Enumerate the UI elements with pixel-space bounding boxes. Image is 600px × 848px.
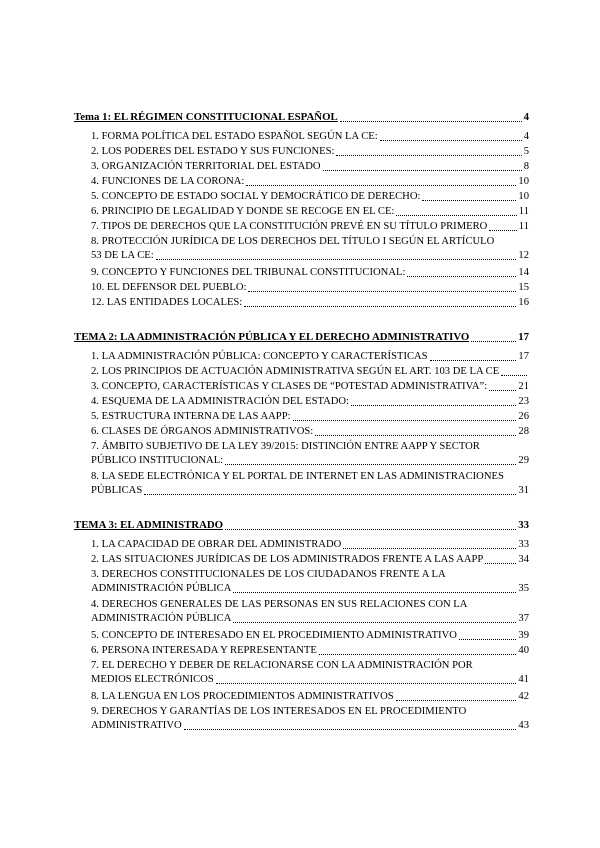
toc-entry[interactable] <box>74 129 529 144</box>
toc-entry[interactable] <box>74 598 529 626</box>
entry-title: PÚBLICO INSTITUCIONAL: <box>91 455 224 466</box>
entry-title: TEMA 2: LA ADMINISTRACIÓN PÚBLICA Y EL DERECHO ADMINISTRATIVO <box>74 331 470 343</box>
page-number: 17 <box>518 351 529 362</box>
page-number: 10 <box>518 176 529 187</box>
toc-entry-continuation[interactable] <box>91 611 529 626</box>
table-of-contents <box>74 110 529 753</box>
toc-entry[interactable] <box>74 394 529 409</box>
section-heading[interactable] <box>74 518 529 533</box>
toc-entry[interactable] <box>74 424 529 439</box>
entry-title: 1. LA CAPACIDAD DE OBRAR DEL ADMINISTRADO <box>91 539 342 550</box>
entry-title: 5. ESTRUCTURA INTERNA DE LAS AAPP: <box>91 411 291 422</box>
toc-entry[interactable] <box>74 364 529 379</box>
toc-entry[interactable] <box>74 705 529 733</box>
page-number: 28 <box>518 426 529 437</box>
entry-title: ADMINISTRACIÓN PÚBLICA <box>91 613 232 624</box>
dot-leader <box>248 290 516 292</box>
page-number: 41 <box>518 674 529 685</box>
toc-entry-continuation[interactable] <box>91 581 529 596</box>
entry-title: 6. PERSONA INTERESADA Y REPRESENTANTE <box>91 645 317 656</box>
entry-title: 9. CONCEPTO Y FUNCIONES DEL TRIBUNAL CONSTITUCIONAL: <box>91 267 406 278</box>
toc-entry[interactable] <box>74 219 529 234</box>
page-number: 35 <box>518 583 529 594</box>
entry-title: 4. ESQUEMA DE LA ADMINISTRACIÓN DEL ESTADO: <box>91 396 350 407</box>
page-number: 10 <box>518 191 529 202</box>
dot-leader <box>323 169 522 171</box>
dot-leader <box>315 434 516 436</box>
page-number: 14 <box>518 267 529 278</box>
page-number: 11 <box>518 221 529 232</box>
toc-entry-continuation[interactable] <box>91 718 529 733</box>
toc-entry[interactable] <box>74 265 529 280</box>
dot-leader <box>225 463 516 465</box>
dot-leader <box>233 621 516 623</box>
entry-title: 1. LA ADMINISTRACIÓN PÚBLICA: CONCEPTO Y CARACTERÍSTICAS <box>91 351 428 362</box>
page-number: 33 <box>518 519 529 531</box>
toc-entry-continuation[interactable] <box>91 483 529 498</box>
entry-title-line: 8. PROTECCIÓN JURÍDICA DE LOS DERECHOS DEL TÍTULO I SEGÚN EL ARTÍCULO <box>91 236 495 247</box>
entry-title: 6. CLASES DE ÓRGANOS ADMINISTRATIVOS: <box>91 426 314 437</box>
page-number: 15 <box>518 282 529 293</box>
toc-entry[interactable] <box>74 295 529 310</box>
dot-leader <box>156 258 517 260</box>
page-number: 4 <box>523 131 529 142</box>
entry-title-line: 3. DERECHOS CONSTITUCIONALES DE LOS CIUDADANOS FRENTE A LA <box>91 569 446 580</box>
toc-entry[interactable] <box>74 189 529 204</box>
toc-entry[interactable] <box>74 144 529 159</box>
dot-leader <box>459 638 517 640</box>
page-number: 40 <box>518 645 529 656</box>
entry-title: 2. LOS PRINCIPIOS DE ACTUACIÓN ADMINISTRATIVA SEGÚN EL ART. 103 DE LA CE <box>91 366 500 377</box>
toc-entry[interactable] <box>74 235 529 263</box>
entry-title: ADMINISTRATIVO <box>91 720 182 731</box>
toc-section-1 <box>74 110 529 310</box>
entry-title: 2. LAS SITUACIONES JURÍDICAS DE LOS ADMINISTRADOS FRENTE A LAS AAPP <box>91 554 484 565</box>
toc-entry[interactable] <box>74 204 529 219</box>
toc-entry-continuation[interactable] <box>91 453 529 468</box>
toc-entry[interactable] <box>74 174 529 189</box>
entry-title-line: 9. DERECHOS Y GARANTÍAS DE LOS INTERESADOS EN EL PROCEDIMIENTO <box>91 706 467 717</box>
toc-entry[interactable] <box>74 280 529 295</box>
toc-section-3 <box>74 518 529 733</box>
page-number: 5 <box>523 146 529 157</box>
dot-leader <box>407 275 516 277</box>
entry-title-line: 8. LA SEDE ELECTRÓNICA Y EL PORTAL DE INTERNET EN LAS ADMINISTRACIONES <box>91 471 504 482</box>
entry-title: 2. LOS PODERES DEL ESTADO Y SUS FUNCIONES: <box>91 146 335 157</box>
dot-leader <box>430 359 517 361</box>
toc-entry-continuation[interactable] <box>91 248 529 263</box>
toc-entry[interactable] <box>74 440 529 468</box>
toc-entry[interactable] <box>74 643 529 658</box>
entry-title: TEMA 3: EL ADMINISTRADO <box>74 519 224 531</box>
dot-leader <box>244 305 516 307</box>
dot-leader <box>340 120 522 122</box>
section-heading[interactable] <box>74 330 529 345</box>
toc-entry[interactable] <box>74 628 529 643</box>
entry-title: 10. EL DEFENSOR DEL PUEBLO: <box>91 282 247 293</box>
page-number: 16 <box>518 297 529 308</box>
page-number: 17 <box>518 331 529 343</box>
dot-leader <box>501 374 527 376</box>
dot-leader <box>396 699 517 701</box>
entry-title: 4. FUNCIONES DE LA CORONA: <box>91 176 245 187</box>
toc-entry[interactable] <box>74 409 529 424</box>
page-number: 37 <box>518 613 529 624</box>
entry-title: Tema 1: EL RÉGIMEN CONSTITUCIONAL ESPAÑOL <box>74 111 338 123</box>
entry-title: 3. CONCEPTO, CARACTERÍSTICAS Y CLASES DE “POTESTAD ADMINISTRATIVA”: <box>91 381 488 392</box>
page-number: 39 <box>518 630 529 641</box>
entry-title: 5. CONCEPTO DE ESTADO SOCIAL Y DEMOCRÁTICO DE DERECHO: <box>91 191 421 202</box>
dot-leader <box>336 154 521 156</box>
toc-entry[interactable] <box>74 689 529 704</box>
entry-title: MEDIOS ELECTRÓNICOS <box>91 674 214 685</box>
entry-title: 7. TIPOS DE DERECHOS QUE LA CONSTITUCIÓN PREVÉ EN SU TÍTULO PRIMERO <box>91 221 488 232</box>
page-number: 29 <box>518 455 529 466</box>
dot-leader <box>489 229 516 231</box>
entry-title-line: 4. DERECHOS GENERALES DE LAS PERSONAS EN SUS RELACIONES CON LA <box>91 599 468 610</box>
toc-entry[interactable] <box>74 379 529 394</box>
entry-title: 5. CONCEPTO DE INTERESADO EN EL PROCEDIMIENTO ADMINISTRATIVO <box>91 630 457 641</box>
dot-leader <box>351 404 516 406</box>
toc-entry-continuation[interactable] <box>91 672 529 687</box>
dot-leader <box>422 199 516 201</box>
dot-leader <box>184 728 517 730</box>
page-number: 12 <box>518 250 529 261</box>
page-number: 11 <box>518 206 529 217</box>
entry-title: PÚBLICAS <box>91 485 143 496</box>
page-number: 43 <box>518 720 529 731</box>
entry-title: ADMINISTRACIÓN PÚBLICA <box>91 583 232 594</box>
page-number: 23 <box>518 396 529 407</box>
entry-title: 6. PRINCIPIO DE LEGALIDAD Y DONDE SE RECOGE EN EL CE: <box>91 206 395 217</box>
dot-leader <box>380 139 522 141</box>
page-number: 33 <box>518 539 529 550</box>
entry-title: 12. LAS ENTIDADES LOCALES: <box>91 297 243 308</box>
dot-leader <box>225 528 516 530</box>
dot-leader <box>396 214 516 216</box>
entry-title: 3. ORGANIZACIÓN TERRITORIAL DEL ESTADO <box>91 161 321 172</box>
dot-leader <box>144 493 516 495</box>
toc-entry[interactable] <box>74 568 529 596</box>
dot-leader <box>246 184 516 186</box>
toc-entry[interactable] <box>74 537 529 552</box>
toc-entry[interactable] <box>74 659 529 687</box>
section-heading[interactable] <box>74 110 529 125</box>
page-number: 4 <box>523 111 529 123</box>
page-number: 42 <box>518 691 529 702</box>
page-number: 34 <box>518 554 529 565</box>
page-number: 31 <box>518 485 529 496</box>
toc-section-2 <box>74 330 529 498</box>
toc-entry[interactable] <box>74 552 529 567</box>
entry-title-line: 7. EL DERECHO Y DEBER DE RELACIONARSE CON LA ADMINISTRACIÓN POR <box>91 660 473 671</box>
page-number: 21 <box>518 381 529 392</box>
entry-title: 1. FORMA POLÍTICA DEL ESTADO ESPAÑOL SEGÚN LA CE: <box>91 131 378 142</box>
page-number: 8 <box>523 161 529 172</box>
dot-leader <box>485 562 516 564</box>
toc-entry[interactable] <box>74 159 529 174</box>
dot-leader <box>471 340 516 342</box>
dot-leader <box>233 591 516 593</box>
toc-entry[interactable] <box>74 470 529 498</box>
dot-leader <box>216 682 517 684</box>
page-number: 26 <box>518 411 529 422</box>
dot-leader <box>343 547 516 549</box>
entry-title: 8. LA LENGUA EN LOS PROCEDIMIENTOS ADMINISTRATIVOS <box>91 691 394 702</box>
dot-leader <box>319 653 517 655</box>
entry-title: 53 DE LA CE: <box>91 250 154 261</box>
entry-title-line: 7. ÁMBITO SUBJETIVO DE LA LEY 39/2015: DISTINCIÓN ENTRE AAPP Y SECTOR <box>91 441 480 452</box>
toc-entry[interactable] <box>74 349 529 364</box>
dot-leader <box>293 419 517 421</box>
dot-leader <box>489 389 516 391</box>
